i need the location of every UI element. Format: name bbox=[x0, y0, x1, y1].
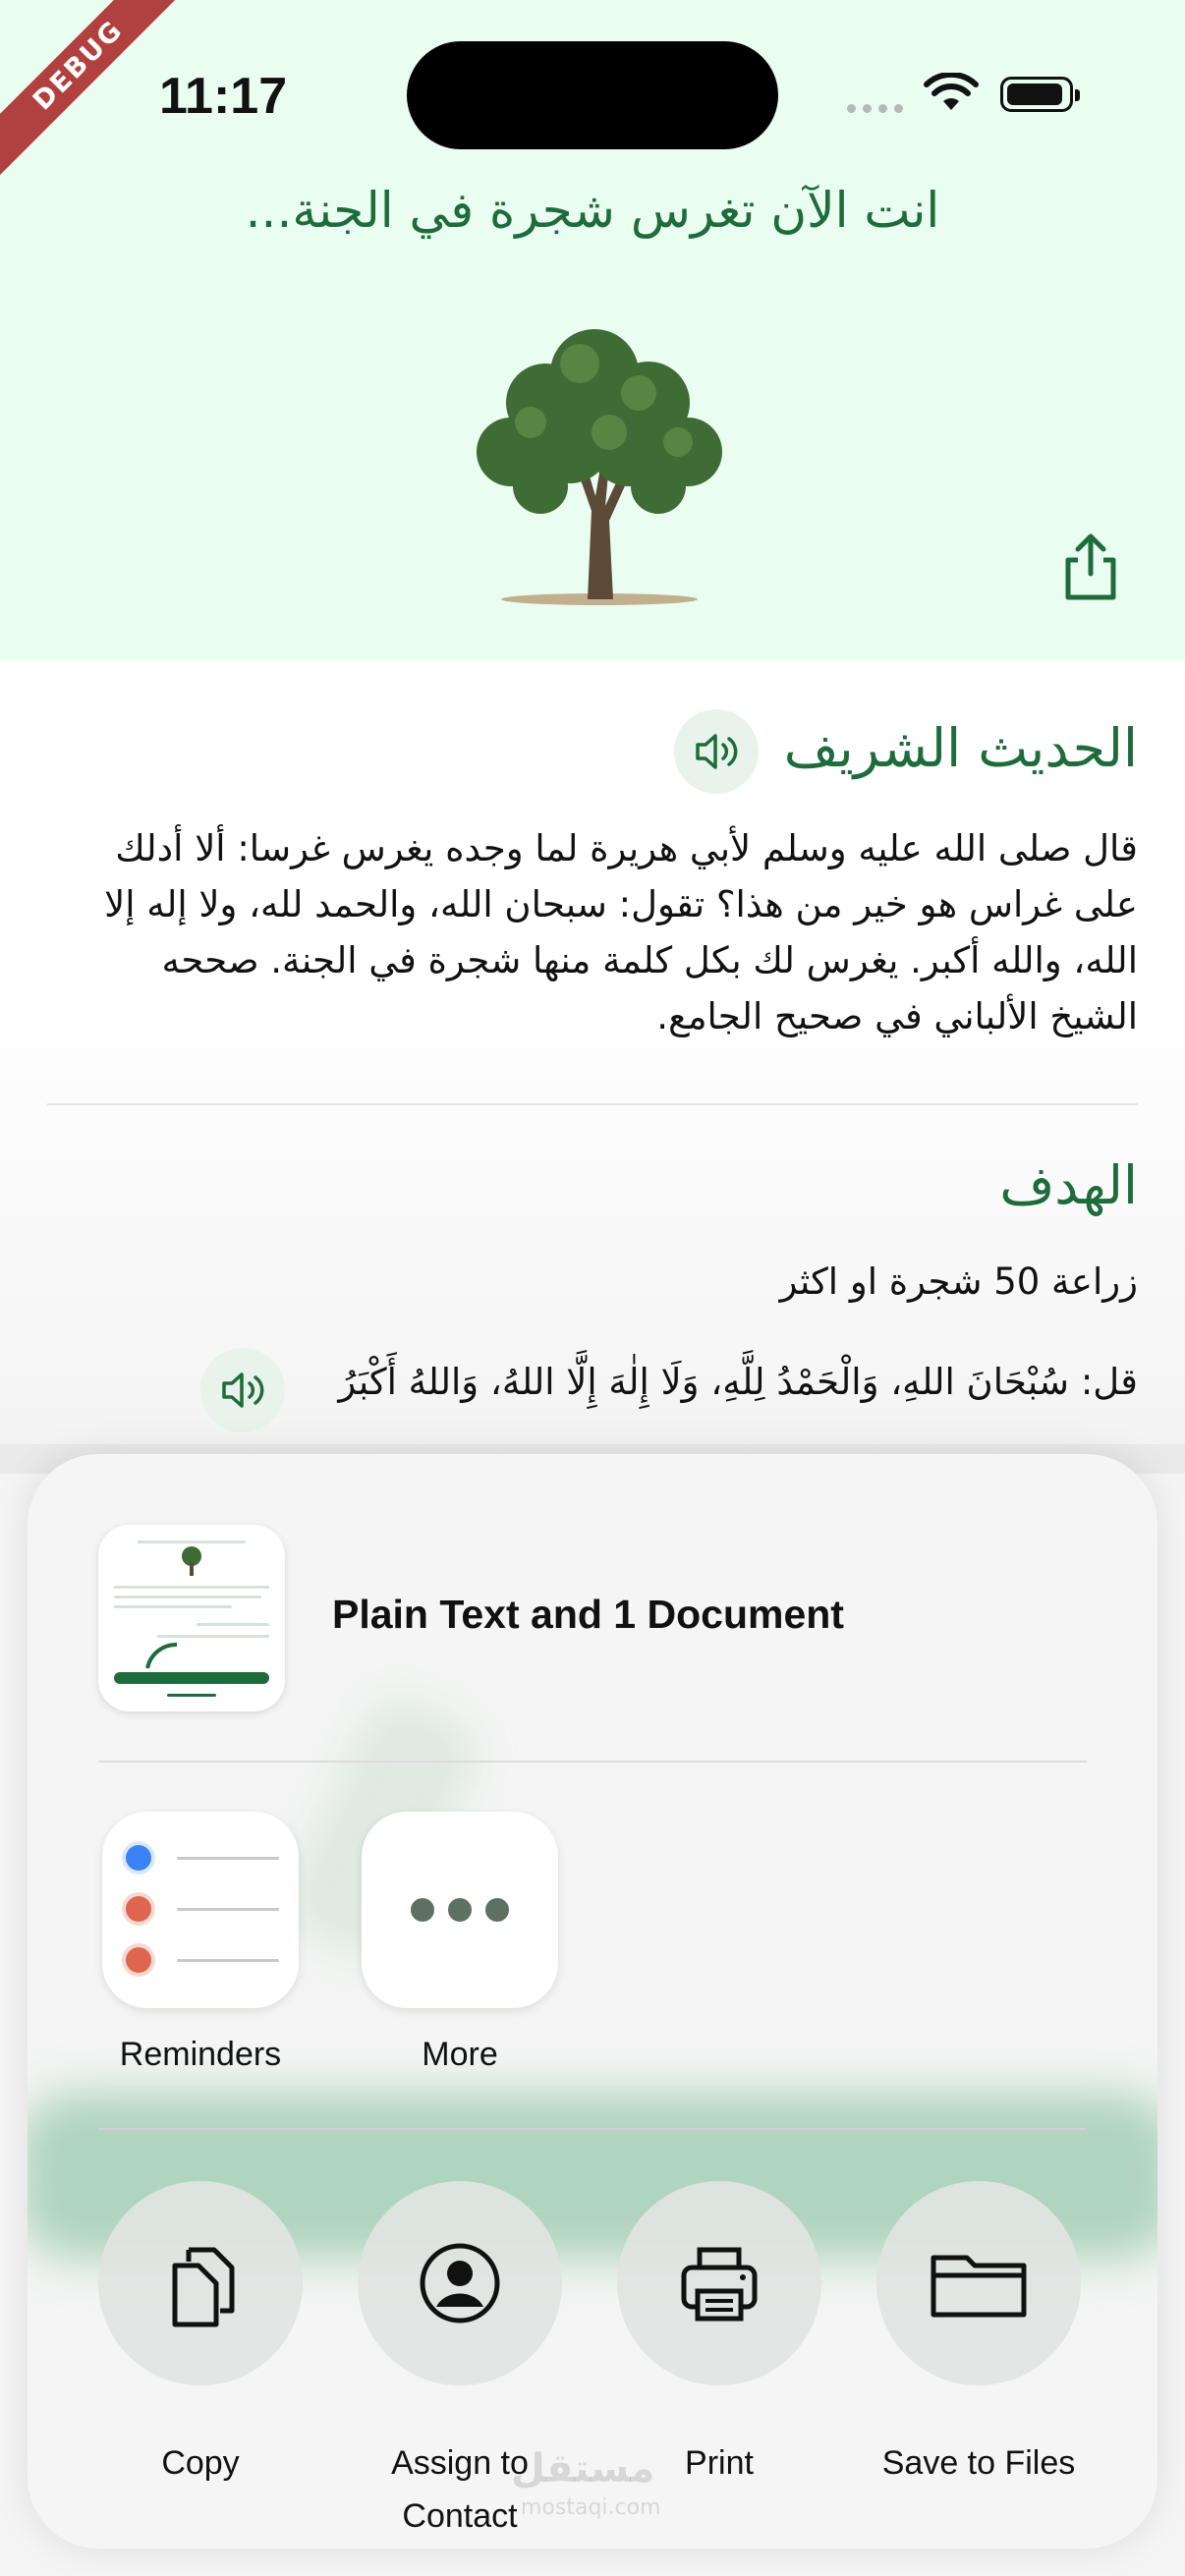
goal-text: زراعة 50 شجرة او اكثر bbox=[779, 1260, 1138, 1303]
print-icon bbox=[617, 2181, 821, 2385]
app-label: Reminders bbox=[119, 2036, 282, 2073]
divider bbox=[98, 1761, 1087, 1763]
print-button[interactable] bbox=[617, 2181, 821, 2385]
hadith-heading: الحديث الشريف bbox=[783, 717, 1138, 779]
goal-heading: الهدف bbox=[999, 1154, 1138, 1216]
action-label: Assign to Contact bbox=[391, 2444, 529, 2535]
debug-banner: DEBUG bbox=[0, 0, 192, 179]
save-to-files-button[interactable] bbox=[876, 2181, 1081, 2385]
dynamic-island bbox=[407, 41, 778, 149]
reminders-app-button[interactable] bbox=[102, 1812, 299, 2008]
watermark-url: mostaqi.com bbox=[521, 2495, 661, 2520]
tree-image bbox=[452, 314, 737, 609]
share-sheet bbox=[28, 1454, 1157, 2548]
more-apps-button[interactable] bbox=[362, 1812, 558, 2008]
assign-to-contact-button[interactable] bbox=[358, 2181, 562, 2385]
content-area bbox=[0, 660, 1185, 1474]
folder-icon bbox=[876, 2181, 1081, 2385]
wifi-icon bbox=[924, 73, 979, 114]
hadith-audio-button[interactable] bbox=[674, 709, 759, 794]
action-label: Save to Files bbox=[881, 2444, 1076, 2482]
share-button[interactable] bbox=[1056, 531, 1125, 603]
action-label: Copy bbox=[161, 2444, 240, 2482]
copy-button[interactable] bbox=[98, 2181, 303, 2385]
status-time: 11:17 bbox=[159, 68, 288, 125]
cellular-icon bbox=[847, 104, 903, 113]
dhikr-audio-button[interactable] bbox=[200, 1348, 285, 1432]
hadith-text: قال صلى الله عليه وسلم لأبي هريرة لما وجده يغرس غرسا: ألا أدلك على غراس هو خير من هذا؟ تقول: سبحان الله، والحمد لله، ولا إله إلا الله، والله أكبر. يغرس لك بكل كلمة منها شجرة في الجنة. صححه الشيخ الألباني في صحيح الجامع. bbox=[104, 827, 1138, 1037]
divider bbox=[47, 1103, 1138, 1105]
speaker-icon bbox=[674, 709, 759, 794]
document-thumbnail bbox=[98, 1525, 285, 1711]
battery-icon bbox=[1000, 77, 1073, 112]
divider bbox=[98, 2128, 1087, 2130]
copy-icon bbox=[98, 2181, 303, 2385]
app-label: More bbox=[422, 2036, 498, 2073]
dhikr-text: قل: سُبْحَانَ اللهِ، وَالْحَمْدُ لِلَّهِ، وَلَا إِلٰهَ إِلَّا اللهُ، وَاللهُ أَكْبَرُ bbox=[338, 1361, 1138, 1403]
contact-icon bbox=[358, 2181, 562, 2385]
action-label: Print bbox=[685, 2444, 754, 2482]
page-title: انت الآن تغرس شجرة في الجنة... bbox=[245, 182, 940, 239]
share-sheet-title: Plain Text and 1 Document bbox=[332, 1592, 844, 1637]
watermark-logo: مستقل bbox=[511, 2446, 655, 2492]
speaker-icon bbox=[200, 1348, 285, 1432]
